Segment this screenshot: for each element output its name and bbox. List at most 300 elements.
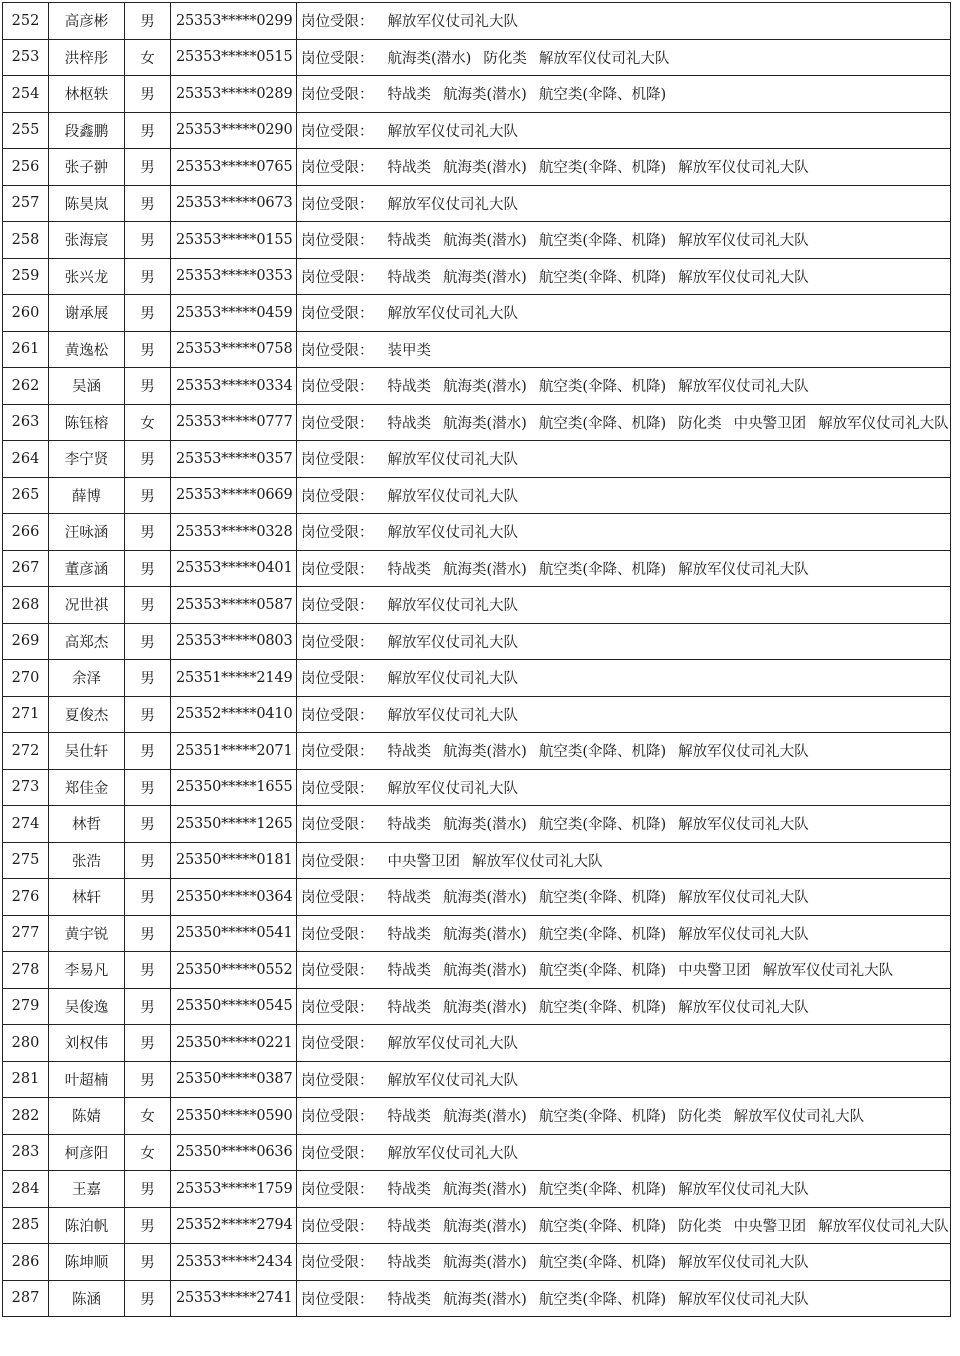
restriction-cell (297, 76, 951, 113)
applicant-sex: 女 (125, 404, 171, 441)
table-row (3, 623, 951, 660)
restriction-cell (297, 404, 951, 441)
restriction-category: 解放军仪仗司礼大队 (678, 269, 809, 286)
row-number: 258 (3, 222, 49, 259)
restriction-category: 特战类 (387, 963, 431, 980)
restriction-cell (297, 441, 951, 478)
applicant-sex: 男 (125, 185, 171, 222)
restriction-category: 航空类(伞降、机降) (538, 415, 667, 432)
row-number: 283 (3, 1134, 49, 1171)
restriction-category: 防化类 (678, 1218, 722, 1235)
row-number: 263 (3, 404, 49, 441)
applicant-name: 柯彦阳 (49, 1134, 125, 1171)
applicant-sex: 男 (125, 1171, 171, 1208)
row-number: 286 (3, 1244, 49, 1281)
restriction-category: 特战类 (387, 999, 431, 1016)
restriction-category: 特战类 (387, 1109, 431, 1126)
restriction-label: 岗位受限： (301, 1255, 374, 1272)
restriction-label: 岗位受限： (301, 87, 374, 104)
restriction-category: 解放军仪仗司礼大队 (818, 415, 949, 432)
row-number: 254 (3, 76, 49, 113)
applicant-name: 林哲 (49, 806, 125, 843)
restriction-category: 航空类(伞降、机降) (538, 87, 667, 104)
row-number: 277 (3, 915, 49, 952)
id-number-masked: 25350*****0181 (171, 842, 297, 879)
row-number: 276 (3, 879, 49, 916)
restriction-category: 解放军仪仗司礼大队 (678, 999, 809, 1016)
table-row (3, 3, 951, 40)
table-row (3, 988, 951, 1025)
table-row (3, 441, 951, 478)
applicant-name: 薛博 (49, 477, 125, 514)
id-number-masked: 25353*****0765 (171, 149, 297, 186)
restriction-category: 航空类(伞降、机降) (538, 890, 667, 907)
row-number: 271 (3, 696, 49, 733)
applicant-name: 董彦涵 (49, 550, 125, 587)
restriction-label: 岗位受限： (301, 1036, 374, 1053)
applicant-name: 陈坤顺 (49, 1244, 125, 1281)
table-row (3, 1134, 951, 1171)
restriction-category: 航空类(伞降、机降) (538, 561, 667, 578)
restriction-cell (297, 1207, 951, 1244)
row-number: 264 (3, 441, 49, 478)
applicant-sex: 男 (125, 879, 171, 916)
restriction-cell (297, 3, 951, 40)
restriction-label: 岗位受限： (301, 817, 374, 834)
id-number-masked: 25350*****1655 (171, 769, 297, 806)
restriction-category: 解放军仪仗司礼大队 (678, 1182, 809, 1199)
applicant-sex: 男 (125, 550, 171, 587)
restriction-category: 特战类 (387, 379, 431, 396)
restriction-cell (297, 1134, 951, 1171)
restriction-cell (297, 660, 951, 697)
roster-table (2, 2, 951, 1317)
applicant-name: 陈泊帆 (49, 1207, 125, 1244)
table-row (3, 696, 951, 733)
applicant-sex: 男 (125, 1025, 171, 1062)
restriction-category: 特战类 (387, 1218, 431, 1235)
restriction-category: 航海类(潜水) (443, 1255, 527, 1272)
restriction-category: 航海类(潜水) (443, 233, 527, 250)
applicant-sex: 男 (125, 149, 171, 186)
restriction-category: 航空类(伞降、机降) (538, 744, 667, 761)
restriction-category: 航海类(潜水) (443, 963, 527, 980)
row-number: 273 (3, 769, 49, 806)
applicant-name: 洪梓彤 (49, 39, 125, 76)
table-row (3, 1061, 951, 1098)
id-number-masked: 25353*****0357 (171, 441, 297, 478)
restriction-category: 航海类(潜水) (443, 999, 527, 1016)
table-row (3, 331, 951, 368)
applicant-name: 陈钰榕 (49, 404, 125, 441)
restriction-label: 岗位受限： (301, 561, 374, 578)
id-number-masked: 25350*****0541 (171, 915, 297, 952)
restriction-label: 岗位受限： (301, 342, 374, 359)
restriction-label: 岗位受限： (301, 707, 374, 724)
applicant-sex: 女 (125, 1098, 171, 1135)
restriction-category: 解放军仪仗司礼大队 (387, 1145, 518, 1162)
table-row (3, 952, 951, 989)
restriction-category: 解放军仪仗司礼大队 (387, 306, 518, 323)
id-number-masked: 25353*****2741 (171, 1280, 297, 1317)
applicant-name: 余泽 (49, 660, 125, 697)
restriction-category: 航海类(潜水) (443, 890, 527, 907)
restriction-cell (297, 149, 951, 186)
restriction-category: 解放军仪仗司礼大队 (387, 123, 518, 140)
applicant-name: 段鑫鹏 (49, 112, 125, 149)
restriction-label: 岗位受限： (301, 233, 374, 250)
restriction-label: 岗位受限： (301, 50, 374, 67)
applicant-name: 况世祺 (49, 587, 125, 624)
applicant-name: 黄逸松 (49, 331, 125, 368)
applicant-sex: 男 (125, 1244, 171, 1281)
row-number: 281 (3, 1061, 49, 1098)
row-number: 252 (3, 3, 49, 40)
restriction-category: 特战类 (387, 926, 431, 943)
restriction-category: 航海类(潜水) (443, 1109, 527, 1126)
table-row (3, 1025, 951, 1062)
row-number: 269 (3, 623, 49, 660)
restriction-category: 解放军仪仗司礼大队 (387, 671, 518, 688)
id-number-masked: 25350*****0387 (171, 1061, 297, 1098)
table-row (3, 660, 951, 697)
restriction-category: 中央警卫团 (387, 853, 460, 870)
table-row (3, 149, 951, 186)
applicant-name: 王嘉 (49, 1171, 125, 1208)
applicant-sex: 男 (125, 331, 171, 368)
restriction-category: 特战类 (387, 233, 431, 250)
restriction-category: 特战类 (387, 1291, 431, 1308)
id-number-masked: 25353*****0290 (171, 112, 297, 149)
restriction-label: 岗位受限： (301, 1145, 374, 1162)
restriction-category: 特战类 (387, 1255, 431, 1272)
restriction-cell (297, 368, 951, 405)
id-number-masked: 25350*****0545 (171, 988, 297, 1025)
applicant-name: 叶超楠 (49, 1061, 125, 1098)
row-number: 259 (3, 258, 49, 295)
applicant-sex: 男 (125, 1061, 171, 1098)
restriction-category: 航海类(潜水) (443, 744, 527, 761)
restriction-category: 解放军仪仗司礼大队 (387, 196, 518, 213)
restriction-category: 解放军仪仗司礼大队 (678, 890, 809, 907)
applicant-sex: 男 (125, 587, 171, 624)
restriction-cell (297, 1025, 951, 1062)
table-row (3, 1244, 951, 1281)
restriction-category: 航海类(潜水) (387, 50, 472, 67)
applicant-sex: 男 (125, 1280, 171, 1317)
restriction-label: 岗位受限： (301, 1291, 374, 1308)
id-number-masked: 25353*****0777 (171, 404, 297, 441)
restriction-category: 航空类(伞降、机降) (538, 1182, 667, 1199)
restriction-label: 岗位受限： (301, 452, 374, 469)
applicant-name: 吴仕轩 (49, 733, 125, 770)
restriction-cell (297, 988, 951, 1025)
id-number-masked: 25350*****0636 (171, 1134, 297, 1171)
row-number: 253 (3, 39, 49, 76)
restriction-category: 解放军仪仗司礼大队 (678, 233, 809, 250)
restriction-category: 航空类(伞降、机降) (538, 817, 667, 834)
applicant-name: 郑佳金 (49, 769, 125, 806)
restriction-cell (297, 1098, 951, 1135)
applicant-sex: 男 (125, 952, 171, 989)
table-row (3, 806, 951, 843)
roster-body (3, 3, 951, 1317)
restriction-category: 航空类(伞降、机降) (538, 379, 667, 396)
restriction-category: 装甲类 (387, 342, 431, 359)
applicant-name: 刘权伟 (49, 1025, 125, 1062)
id-number-masked: 25351*****2149 (171, 660, 297, 697)
restriction-category: 特战类 (387, 87, 431, 104)
applicant-sex: 男 (125, 368, 171, 405)
restriction-cell (297, 769, 951, 806)
restriction-category: 航空类(伞降、机降) (538, 160, 667, 177)
applicant-name: 张海宸 (49, 222, 125, 259)
applicant-name: 高郑杰 (49, 623, 125, 660)
restriction-category: 解放军仪仗司礼大队 (818, 1218, 949, 1235)
restriction-label: 岗位受限： (301, 744, 374, 761)
restriction-label: 岗位受限： (301, 269, 374, 286)
table-row (3, 550, 951, 587)
restriction-category: 航海类(潜水) (443, 926, 527, 943)
restriction-category: 解放军仪仗司礼大队 (678, 379, 809, 396)
restriction-category: 防化类 (678, 1109, 722, 1126)
restriction-category: 解放军仪仗司礼大队 (387, 1072, 518, 1089)
restriction-cell (297, 185, 951, 222)
id-number-masked: 25353*****0673 (171, 185, 297, 222)
applicant-sex: 男 (125, 112, 171, 149)
restriction-category: 航海类(潜水) (443, 561, 527, 578)
table-row (3, 879, 951, 916)
applicant-name: 汪咏涵 (49, 514, 125, 551)
id-number-masked: 25353*****0587 (171, 587, 297, 624)
restriction-label: 岗位受限： (301, 160, 374, 177)
applicant-name: 林枢轶 (49, 76, 125, 113)
row-number: 282 (3, 1098, 49, 1135)
id-number-masked: 25353*****2434 (171, 1244, 297, 1281)
table-row (3, 477, 951, 514)
applicant-sex: 男 (125, 733, 171, 770)
applicant-name: 林轩 (49, 879, 125, 916)
applicant-name: 吴俊逸 (49, 988, 125, 1025)
row-number: 270 (3, 660, 49, 697)
applicant-sex: 男 (125, 988, 171, 1025)
row-number: 280 (3, 1025, 49, 1062)
restriction-category: 解放军仪仗司礼大队 (678, 1291, 809, 1308)
restriction-label: 岗位受限： (301, 306, 374, 323)
restriction-label: 岗位受限： (301, 598, 374, 615)
restriction-cell (297, 295, 951, 332)
restriction-label: 岗位受限： (301, 853, 374, 870)
applicant-sex: 男 (125, 915, 171, 952)
restriction-cell (297, 1171, 951, 1208)
restriction-category: 中央警卫团 (733, 1218, 807, 1235)
id-number-masked: 25352*****2794 (171, 1207, 297, 1244)
table-row (3, 368, 951, 405)
applicant-sex: 男 (125, 441, 171, 478)
restriction-category: 航海类(潜水) (443, 379, 527, 396)
restriction-category: 解放军仪仗司礼大队 (472, 853, 603, 870)
restriction-label: 岗位受限： (301, 1218, 374, 1235)
restriction-category: 解放军仪仗司礼大队 (678, 160, 809, 177)
restriction-category: 航空类(伞降、机降) (538, 1218, 667, 1235)
restriction-label: 岗位受限： (301, 415, 374, 432)
id-number-masked: 25350*****0552 (171, 952, 297, 989)
restriction-cell (297, 915, 951, 952)
row-number: 261 (3, 331, 49, 368)
row-number: 262 (3, 368, 49, 405)
restriction-label: 岗位受限： (301, 671, 374, 688)
restriction-label: 岗位受限： (301, 963, 374, 980)
applicant-sex: 男 (125, 76, 171, 113)
applicant-name: 陈涵 (49, 1280, 125, 1317)
id-number-masked: 25353*****0334 (171, 368, 297, 405)
row-number: 265 (3, 477, 49, 514)
table-row (3, 1280, 951, 1317)
table-row (3, 112, 951, 149)
restriction-label: 岗位受限： (301, 1072, 374, 1089)
applicant-name: 张子翀 (49, 149, 125, 186)
id-number-masked: 25352*****0410 (171, 696, 297, 733)
applicant-name: 陈昊岚 (49, 185, 125, 222)
applicant-sex: 男 (125, 258, 171, 295)
restriction-category: 解放军仪仗司礼大队 (387, 1036, 518, 1053)
restriction-cell (297, 733, 951, 770)
restriction-category: 航空类(伞降、机降) (538, 1291, 667, 1308)
restriction-category: 航空类(伞降、机降) (538, 926, 667, 943)
restriction-cell (297, 696, 951, 733)
applicant-name: 李易凡 (49, 952, 125, 989)
applicant-sex: 男 (125, 3, 171, 40)
restriction-category: 特战类 (387, 160, 431, 177)
applicant-sex: 男 (125, 806, 171, 843)
id-number-masked: 25353*****0803 (171, 623, 297, 660)
restriction-category: 特战类 (387, 890, 431, 907)
table-row (3, 185, 951, 222)
restriction-category: 解放军仪仗司礼大队 (733, 1109, 865, 1126)
id-number-masked: 25353*****0289 (171, 76, 297, 113)
restriction-cell (297, 842, 951, 879)
restriction-cell (297, 331, 951, 368)
restriction-category: 解放军仪仗司礼大队 (387, 14, 518, 31)
table-row (3, 842, 951, 879)
table-row (3, 769, 951, 806)
restriction-category: 特战类 (387, 269, 431, 286)
restriction-category: 特战类 (387, 561, 431, 578)
row-number: 284 (3, 1171, 49, 1208)
table-row (3, 222, 951, 259)
applicant-name: 陈婧 (49, 1098, 125, 1135)
restriction-cell (297, 514, 951, 551)
table-row (3, 733, 951, 770)
id-number-masked: 25353*****0401 (171, 550, 297, 587)
restriction-cell (297, 1280, 951, 1317)
restriction-category: 航空类(伞降、机降) (538, 233, 667, 250)
restriction-category: 解放军仪仗司礼大队 (762, 963, 894, 980)
restriction-label: 岗位受限： (301, 890, 374, 907)
applicant-name: 张兴龙 (49, 258, 125, 295)
row-number: 266 (3, 514, 49, 551)
table-row (3, 404, 951, 441)
id-number-masked: 25353*****0459 (171, 295, 297, 332)
applicant-name: 张浩 (49, 842, 125, 879)
restriction-cell (297, 1061, 951, 1098)
applicant-sex: 男 (125, 842, 171, 879)
restriction-category: 解放军仪仗司礼大队 (387, 525, 518, 542)
restriction-category: 航海类(潜水) (443, 269, 527, 286)
restriction-category: 解放军仪仗司礼大队 (678, 926, 809, 943)
id-number-masked: 25350*****0221 (171, 1025, 297, 1062)
row-number: 287 (3, 1280, 49, 1317)
restriction-category: 航海类(潜水) (443, 160, 527, 177)
id-number-masked: 25353*****0515 (171, 39, 297, 76)
applicant-name: 高彦彬 (49, 3, 125, 40)
restriction-category: 中央警卫团 (678, 963, 751, 980)
restriction-category: 防化类 (678, 415, 722, 432)
applicant-sex: 男 (125, 295, 171, 332)
applicant-sex: 男 (125, 769, 171, 806)
restriction-category: 解放军仪仗司礼大队 (387, 780, 518, 797)
applicant-sex: 女 (125, 39, 171, 76)
table-row (3, 915, 951, 952)
restriction-category: 航空类(伞降、机降) (538, 963, 667, 980)
restriction-category: 解放军仪仗司礼大队 (387, 452, 518, 469)
restriction-cell (297, 879, 951, 916)
table-row (3, 258, 951, 295)
restriction-label: 岗位受限： (301, 634, 374, 651)
restriction-category: 特战类 (387, 1182, 431, 1199)
restriction-cell (297, 952, 951, 989)
restriction-category: 航空类(伞降、机降) (538, 269, 667, 286)
restriction-cell (297, 222, 951, 259)
applicant-name: 李宁贤 (49, 441, 125, 478)
restriction-label: 岗位受限： (301, 525, 374, 542)
restriction-cell (297, 623, 951, 660)
id-number-masked: 25350*****1265 (171, 806, 297, 843)
table-row (3, 1207, 951, 1244)
id-number-masked: 25353*****0353 (171, 258, 297, 295)
restriction-category: 中央警卫团 (733, 415, 807, 432)
restriction-cell (297, 39, 951, 76)
restriction-category: 解放军仪仗司礼大队 (387, 598, 518, 615)
restriction-category: 特战类 (387, 817, 431, 834)
id-number-masked: 25350*****0364 (171, 879, 297, 916)
applicant-sex: 男 (125, 514, 171, 551)
restriction-label: 岗位受限： (301, 1109, 374, 1126)
restriction-label: 岗位受限： (301, 999, 374, 1016)
id-number-masked: 25353*****0669 (171, 477, 297, 514)
applicant-sex: 男 (125, 623, 171, 660)
restriction-label: 岗位受限： (301, 14, 374, 31)
row-number: 285 (3, 1207, 49, 1244)
table-row (3, 587, 951, 624)
id-number-masked: 25353*****0758 (171, 331, 297, 368)
table-row (3, 295, 951, 332)
restriction-category: 航海类(潜水) (443, 415, 527, 432)
restriction-cell (297, 112, 951, 149)
applicant-sex: 男 (125, 660, 171, 697)
restriction-category: 解放军仪仗司礼大队 (678, 561, 809, 578)
table-row (3, 514, 951, 551)
restriction-category: 解放军仪仗司礼大队 (387, 488, 518, 505)
id-number-masked: 25353*****0299 (171, 3, 297, 40)
restriction-category: 解放军仪仗司礼大队 (387, 634, 518, 651)
id-number-masked: 25351*****2071 (171, 733, 297, 770)
row-number: 255 (3, 112, 49, 149)
applicant-sex: 女 (125, 1134, 171, 1171)
restriction-label: 岗位受限： (301, 123, 374, 140)
restriction-label: 岗位受限： (301, 196, 374, 213)
restriction-category: 航空类(伞降、机降) (538, 999, 667, 1016)
